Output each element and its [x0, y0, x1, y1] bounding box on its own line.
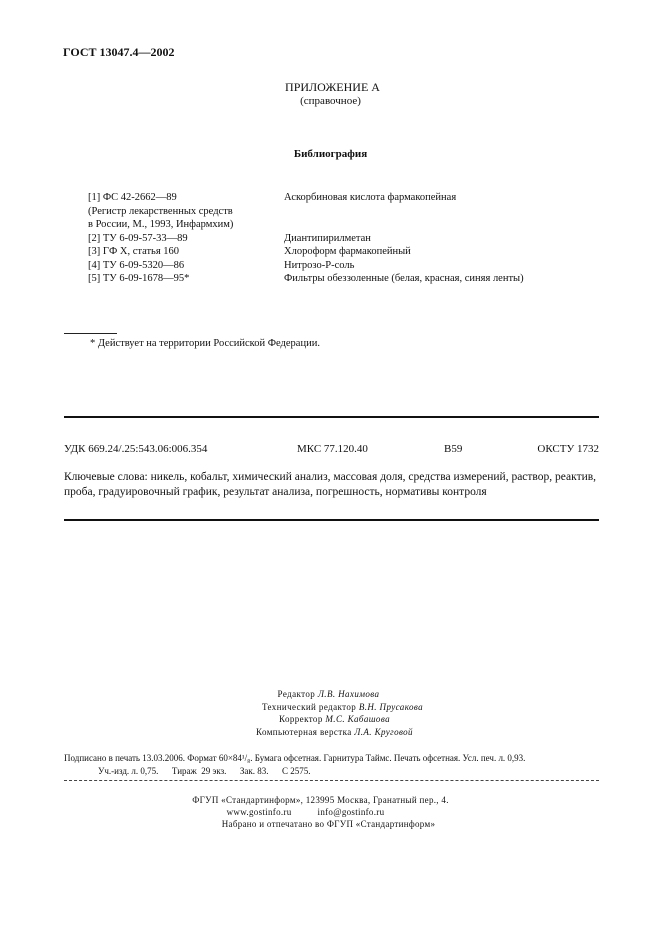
- print-info-line: Подписано в печать 13.03.2006. Формат 60×84¹/₈. Бумага офсетная. Гарнитура Таймс. Печать офсетная. Усл. печ. л. 0,93.: [64, 753, 526, 763]
- udk-code: УДК 669.24/.25:543.06:006.354: [64, 443, 208, 455]
- okstu-code: ОКСТУ 1732: [537, 443, 599, 455]
- publisher-site: www.gostinfo.ru: [226, 807, 292, 817]
- bibliography-entry: [88, 272, 608, 286]
- publisher-contacts: [0, 806, 636, 818]
- bibliography-entry: [88, 191, 608, 205]
- credit-name: Л.В. Нахимова: [317, 689, 380, 699]
- credits: [0, 688, 661, 738]
- top-rule: [64, 416, 599, 418]
- credit-label: Редактор: [277, 689, 316, 699]
- bibliography-entry: [88, 245, 608, 259]
- credit-name: Л.А. Круговой: [354, 726, 413, 737]
- bib-ref: [4] ТУ 6-09-5320—86: [88, 259, 185, 271]
- bib-title: [284, 218, 608, 232]
- bib-ref: [5] ТУ 6-09-1678—95*: [88, 273, 190, 284]
- document-id: ГОСТ 13047.4—2002: [63, 45, 175, 59]
- credit-name: М.С. Кабашова: [325, 714, 390, 724]
- appendix-title: ПРИЛОЖЕНИЕ А: [285, 80, 380, 94]
- bib-title: Нитрозо-Р-соль: [284, 259, 355, 271]
- bib-ref: в России, М., 1993, Инфармхим): [88, 219, 234, 230]
- publisher-address: ФГУП «Стандартинформ», 123995 Москва, Гранатный пер., 4.: [192, 795, 449, 805]
- appendix-subtitle: (справочное): [300, 95, 361, 107]
- bib-ref: (Регистр лекарственных средств: [88, 205, 233, 217]
- dashed-rule: [64, 780, 599, 781]
- publisher-printing: Набрано и отпечатано во ФГУП «Стандартинформ»: [221, 819, 436, 829]
- footnote-divider: [64, 333, 117, 334]
- print-info: [64, 752, 624, 777]
- bibliography-heading: Библиография: [293, 148, 368, 160]
- credit-editor: [0, 688, 655, 701]
- bibliography-entry: [88, 259, 608, 273]
- footnote: * Действует на территории Российской Федерации.: [90, 338, 320, 349]
- credit-corrector: [0, 713, 661, 726]
- credit-label: Корректор: [279, 714, 323, 724]
- credit-tech-editor: [8, 701, 661, 714]
- credit-layout: [0, 726, 661, 739]
- keywords: Ключевые слова: никель, кобальт, химический анализ, массовая доля, средства измерений, раствор, реактив, проба, градуировочный график, результат анализа, погрешность, нормативы контроля: [64, 471, 597, 498]
- bib-title: [284, 205, 608, 219]
- credit-label: Компьютерная верстка: [256, 726, 352, 737]
- category-code: В59: [444, 443, 463, 455]
- bibliography-entry: [88, 232, 608, 246]
- bibliography-entry: [88, 205, 608, 219]
- bibliography-entry: [88, 218, 608, 232]
- publisher-email: info@gostinfo.ru: [317, 807, 385, 817]
- credit-label: Технический редактор: [261, 701, 357, 712]
- print-info-line: Уч.-изд. л. 0,75. Тираж 29 экз. Зак. 83. С 2575.: [98, 765, 311, 776]
- bib-ref: [2] ТУ 6-09-57-33—89: [88, 232, 188, 244]
- bib-ref: [1] ФС 42-2662—89: [88, 192, 177, 203]
- publisher-info: [0, 794, 661, 830]
- bottom-rule: [64, 519, 599, 521]
- bib-title: Аскорбиновая кислота фармакопейная: [284, 192, 457, 203]
- bib-title: Диантипирилметан: [284, 232, 371, 244]
- bib-title: Хлороформ фармакопейный: [284, 246, 411, 257]
- bib-title: Фильтры обеззоленные (белая, красная, синяя ленты): [284, 273, 524, 284]
- bibliography-list: [88, 191, 608, 286]
- credit-name: В.Н. Прусакова: [358, 701, 424, 712]
- bib-ref: [3] ГФ Х, статья 160: [88, 246, 180, 257]
- mks-code: МКС 77.120.40: [297, 443, 368, 455]
